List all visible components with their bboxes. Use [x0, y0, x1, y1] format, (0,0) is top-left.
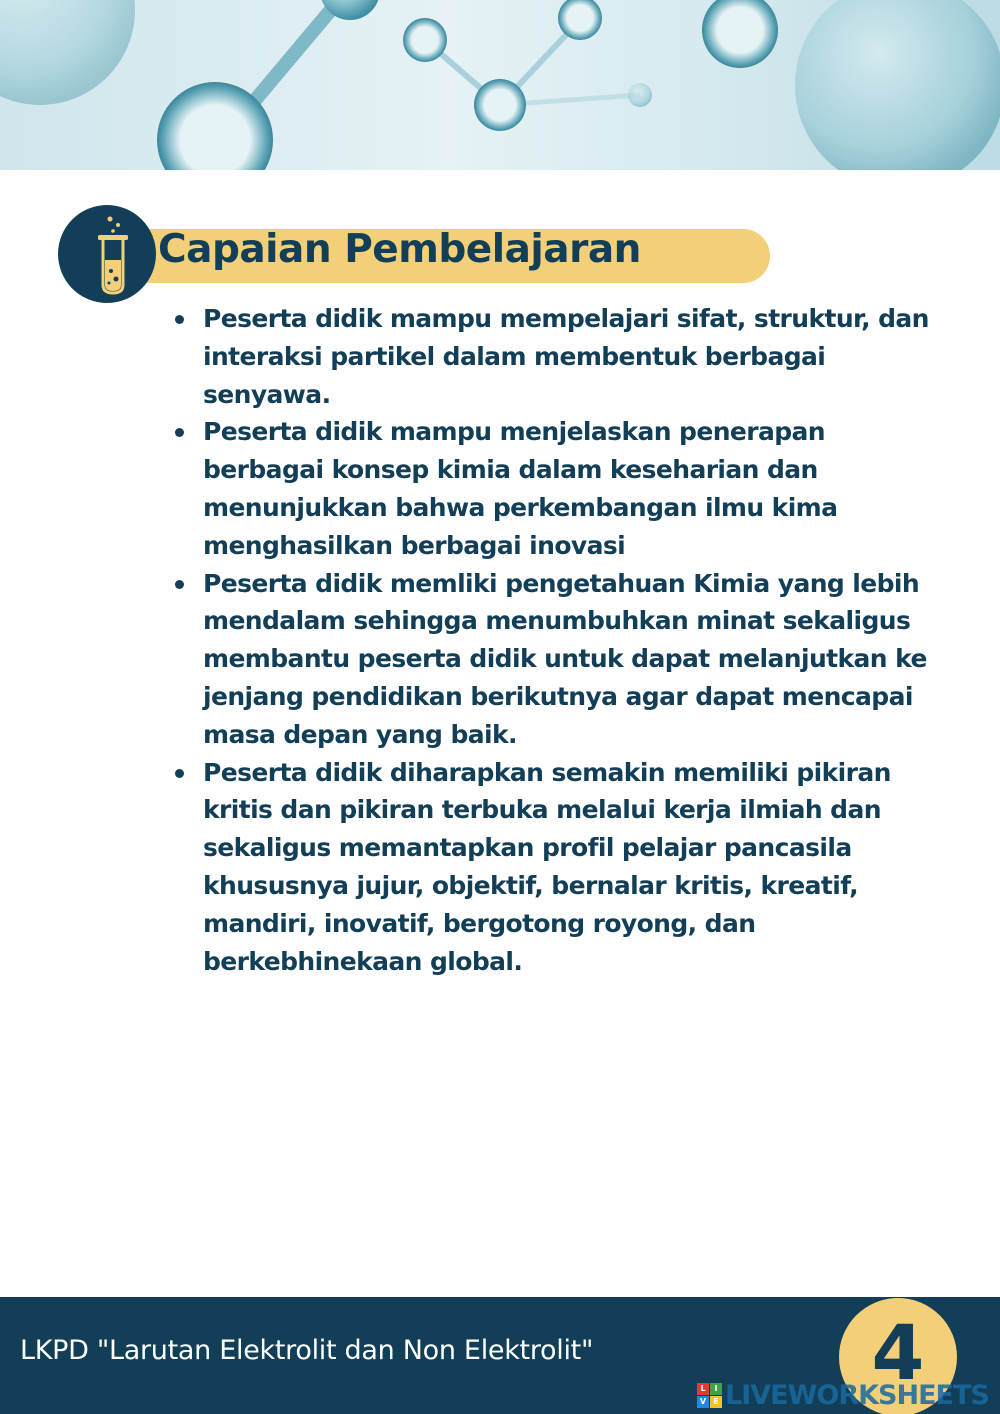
page-number: 4	[871, 1308, 925, 1397]
learning-outcomes-list	[172, 300, 932, 980]
logo-letter: L	[697, 1383, 709, 1395]
liveworksheets-logo-icon	[697, 1383, 723, 1409]
logo-letter: E	[710, 1396, 722, 1408]
icon-badge	[58, 205, 156, 303]
logo-letter: V	[697, 1396, 709, 1408]
footer-title: LKPD "Larutan Elektrolit dan Non Elektrolit"	[20, 1335, 594, 1366]
section-header	[58, 205, 718, 305]
molecule-illustration	[0, 0, 1000, 170]
list-item: Peserta didik mampu mempelajari sifat, struktur, dan interaksi partikel dalam membentuk berbagai senyawa.	[172, 300, 932, 413]
list-item: Peserta didik mampu menjelaskan penerapan berbagai konsep kimia dalam keseharian dan menunjukkan bahwa perkembangan ilmu kima menghasilkan berbagai inovasi	[172, 413, 932, 564]
watermark-text: LIVEWORKSHEETS	[725, 1380, 989, 1411]
list-item: Peserta didik diharapkan semakin memiliki pikiran kritis dan pikiran terbuka melalui kerja ilmiah dan sekaligus memantapkan profil pelajar pancasila khususnya jujur, objektif, bernalar kritis, kreatif, mandiri, inovatif, bergotong royong, dan berkebhinekaan global.	[172, 754, 932, 981]
list-item: Peserta didik memliki pengetahuan Kimia yang lebih mendalam sehingga menumbuhkan minat sekaligus membantu peserta didik untuk dapat melanjutkan ke jenjang pendidikan berikutnya agar dapat mencapai masa depan yang baik.	[172, 565, 932, 754]
section-title: Capaian Pembelajaran	[158, 227, 641, 272]
molecule-banner	[0, 0, 1000, 170]
test-tube-icon	[58, 205, 156, 303]
logo-letter: I	[710, 1383, 722, 1395]
